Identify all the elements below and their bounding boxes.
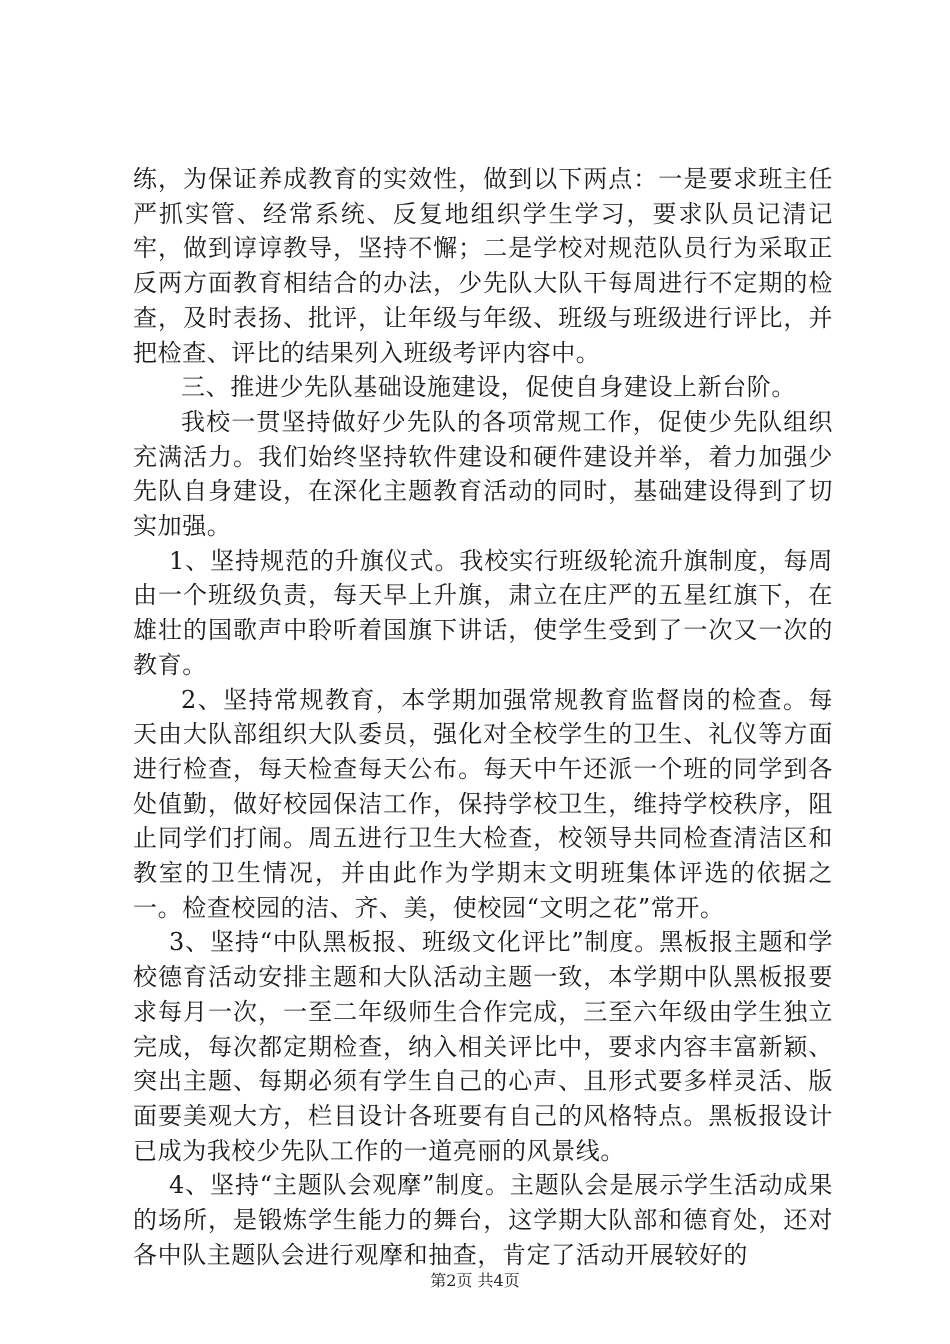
paragraph-continuation: 练，为保证养成教育的实效性，做到以下两点：一是要求班主任严抓实管、经常系统、反复地组织学生学习，要求队员记清记牢，做到谆谆教导，坚持不懈；二是学校对规范队员行为采取正反两方面教育相结合的办法，少先队大队干每周进行不定期的检查，及时表扬、批评，让年级与年级、班级与班级进行评比，并把检查、评比的结果列入班级考评内容中。	[133, 165, 833, 367]
paragraph-item-4: 4、坚持“主题队会观摩”制度。主题队会是展示学生活动成果的场所，是锻炼学生能力的舞台，这学期大队部和德育处，还对各中队主题队会进行观摩和抽查，肯定了活动开展较好的	[133, 1171, 833, 1269]
paragraph-item-3: 3、坚持“中队黑板报、班级文化评比”制度。黑板报主题和学校德育活动安排主题和大队活动主题一致，本学期中队黑板报要求每月一次，一至二年级师生合作完成，三至六年级由学生独立完成，每次都定期检查，纳入相关评比中，要求内容丰富新颖、突出主题、每期必须有学生自己的心声、且形式要多样灵活、版面要美观大方，栏目设计各班要有自己的风格特点。黑板报设计已成为我校少先队工作的一道亮丽的风景线。	[133, 928, 833, 1165]
paragraph-intro: 我校一贯坚持做好少先队的各项常规工作，促使少先队组织充满活力。我们始终坚持软件建设和硬件建设并举，着力加强少先队自身建设，在深化主题教育活动的同时，基础建设得到了切实加强。	[133, 407, 833, 541]
paragraph-item-1: 1、坚持规范的升旗仪式。我校实行班级轮流升旗制度，每周由一个班级负责，每天早上升旗，肃立在庄严的五星红旗下，在雄壮的国歌声中聆听着国旗下讲话，使学生受到了一次又一次的教育。	[133, 546, 833, 679]
document-body	[133, 162, 833, 1273]
paragraph-item-2: 2、坚持常规教育，本学期加强常规教育监督岗的检查。每天由大队部组织大队委员，强化对全校学生的卫生、礼仪等方面进行检查，每天检查每天公布。每天中午还派一个班的同学到各处值勤，做好校园保洁工作，保持学校卫生，维持学校秩序，阻止同学们打闹。周五进行卫生大检查，校领导共同检查清洁区和教室的卫生情况，并由此作为学期末文明班集体评选的依据之一。检查校园的洁、齐、美，使校园“文明之花”常开。	[133, 685, 833, 922]
section-heading-three: 三、推进少先队基础设施建设，促使自身建设上新台阶。	[181, 373, 796, 402]
page-number-footer: 第2页 共4页	[430, 1271, 520, 1290]
